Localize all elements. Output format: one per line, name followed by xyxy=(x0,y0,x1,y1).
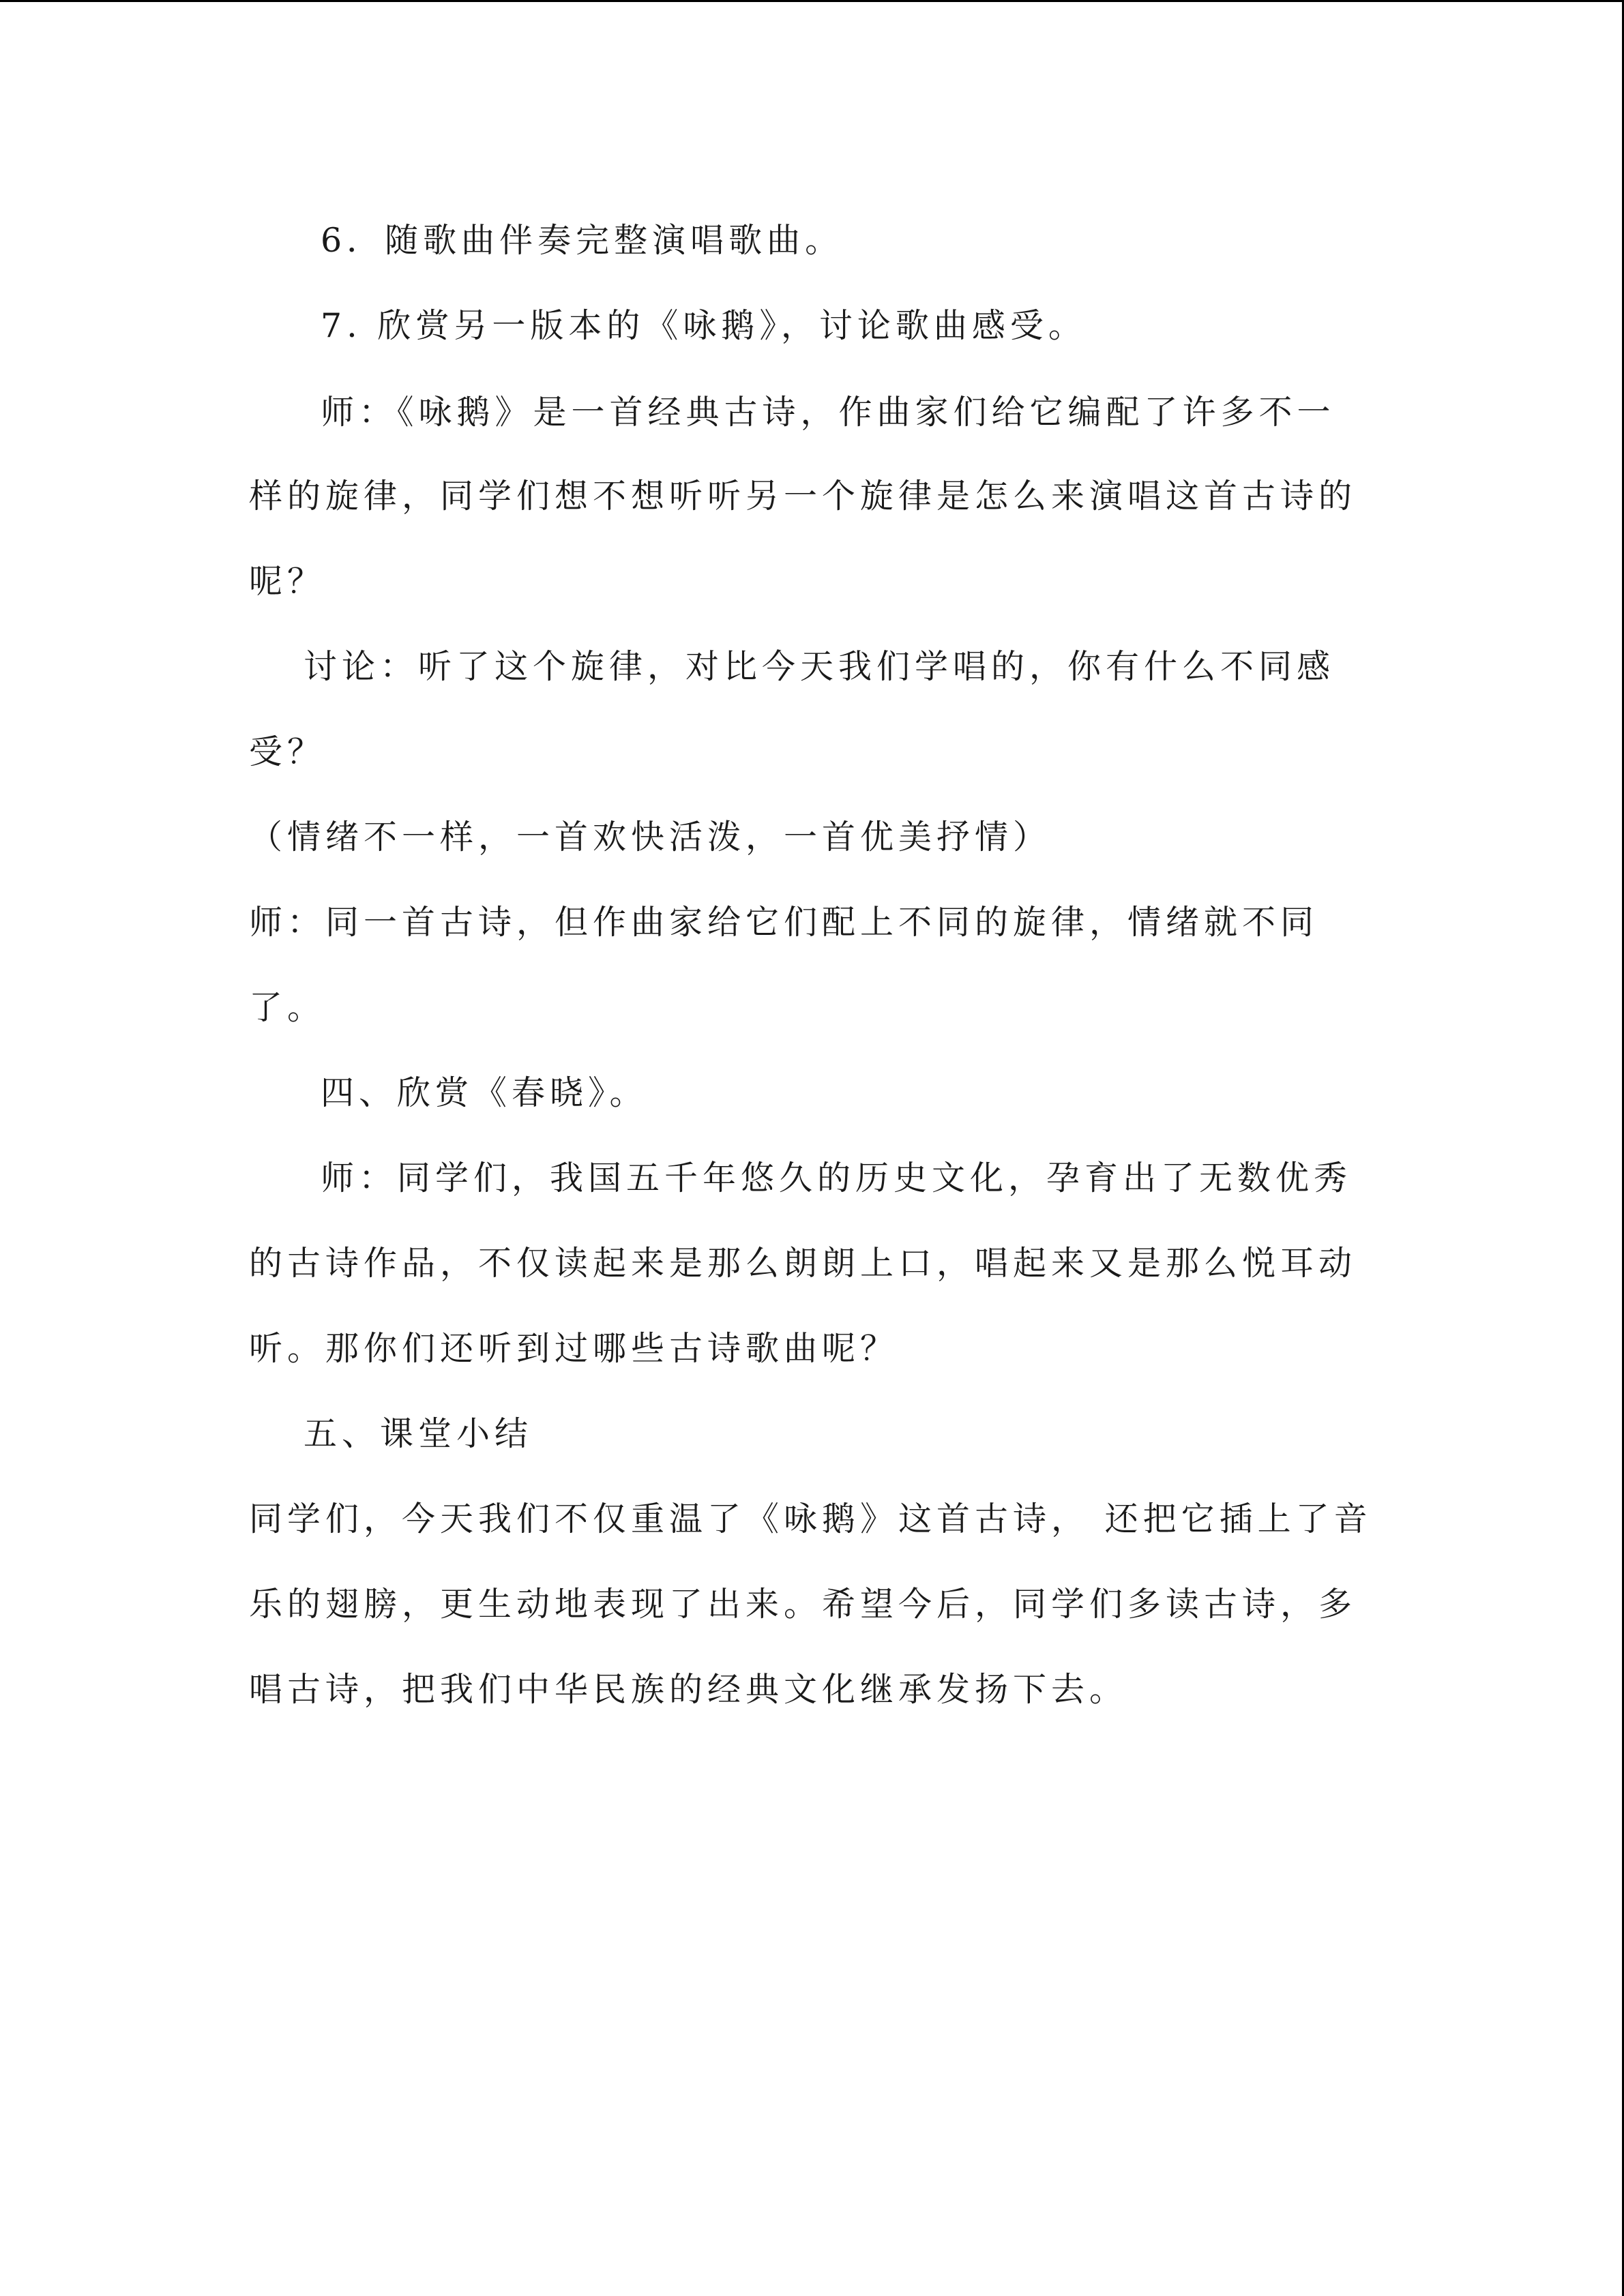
summary-line-2: 乐的翅膀，更生动地表现了出来。希望今后，同学们多读古诗，多 xyxy=(249,1585,1357,1624)
teacher-paragraph-3-line-1: 师：同学们，我国五千年悠久的历史文化，孕育出了无数优秀 xyxy=(321,1159,1353,1197)
teacher-paragraph-1-line-2: 样的旋律，同学们想不想听听另一个旋律是怎么来演唱这首古诗的 xyxy=(249,477,1357,516)
step-7-line: 7. 欣赏另一版本的《咏鹅》，讨论歌曲感受。 xyxy=(321,306,1087,345)
teacher-paragraph-1-line-3: 呢？ xyxy=(249,562,326,601)
summary-line-3: 唱古诗，把我们中华民族的经典文化继承发扬下去。 xyxy=(249,1670,1128,1709)
discussion-line-1: 讨论：听了这个旋律，对比今天我们学唱的，你有什么不同感 xyxy=(304,647,1335,686)
teacher-paragraph-3-line-2: 的古诗作品，不仅读起来是那么朗朗上口，唱起来又是那么悦耳动 xyxy=(249,1244,1357,1283)
teacher-paragraph-2-line-1: 师：同一首古诗，但作曲家给它们配上不同的旋律，情绪就不同 xyxy=(249,903,1319,942)
section-5-heading: 五、课堂小结 xyxy=(304,1414,533,1453)
emotion-note-line: （情绪不一样，一首欢快活泼，一首优美抒情） xyxy=(249,818,1052,856)
teacher-paragraph-2-line-2: 了。 xyxy=(249,988,326,1027)
discussion-line-2: 受？ xyxy=(249,732,326,771)
teacher-paragraph-1-line-1: 师：《咏鹅》是一首经典古诗，作曲家们给它编配了许多不一 xyxy=(321,393,1335,432)
section-4-heading: 四、欣赏《春晓》。 xyxy=(321,1073,648,1112)
step-6-line: 6．随歌曲伴奏完整演唱歌曲。 xyxy=(321,221,844,260)
teacher-paragraph-3-line-3: 听。那你们还听到过哪些古诗歌曲呢？ xyxy=(249,1329,899,1368)
summary-line-1: 同学们，今天我们不仅重温了《咏鹅》这首古诗， 还把它插上了音 xyxy=(249,1500,1372,1538)
